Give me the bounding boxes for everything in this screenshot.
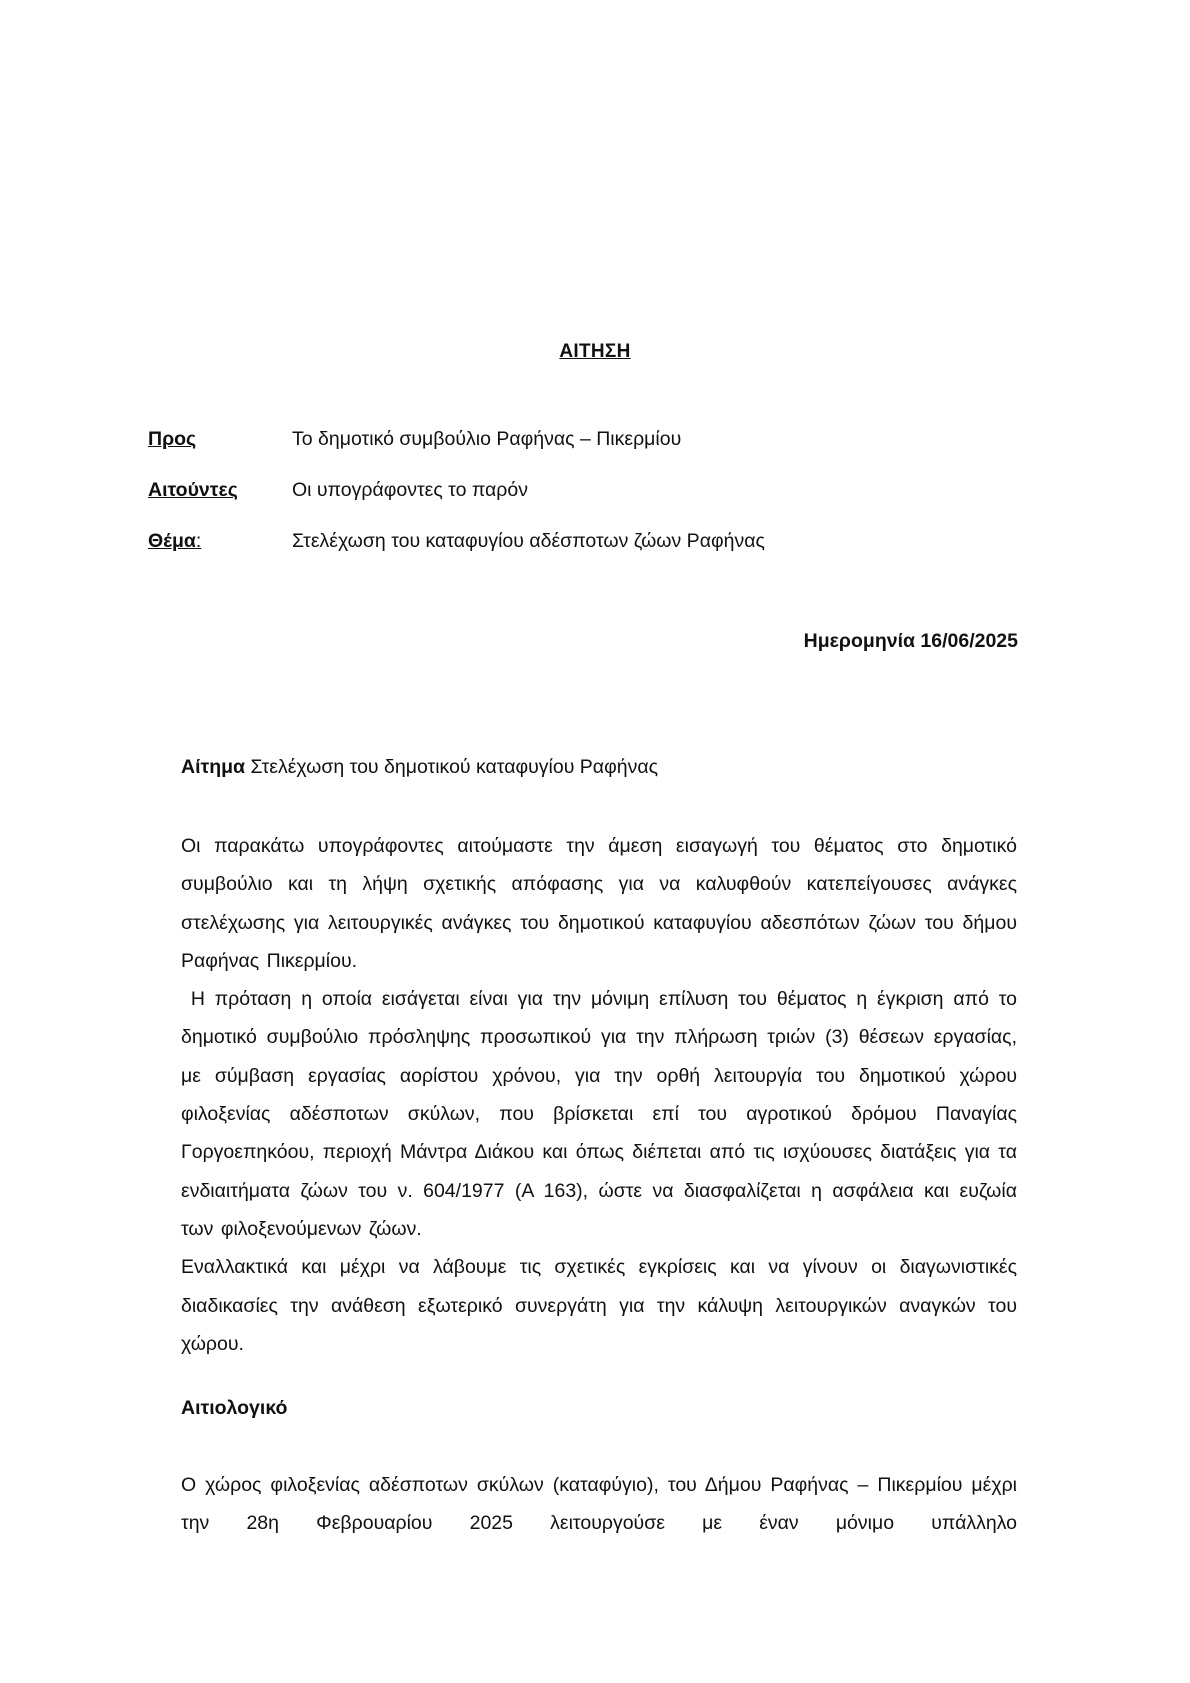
request-body [181,827,1025,1363]
document-title: ΑΙΤΗΣΗ [559,341,631,362]
field-label: Προς [148,428,197,450]
section-heading: Αιτιολογικό [181,1397,288,1419]
request-label: Αίτημα [181,756,246,778]
field-value: Το δημοτικό συμβούλιο Ραφήνας – Πικερμίου [292,428,682,450]
field-label: Θέμα: [148,530,202,552]
field-value: Στελέχωση του καταφυγίου αδέσποτων ζώων Ραφήνας [292,530,765,552]
field-value: Οι υπογράφοντες το παρόν [292,479,528,501]
request-text: Στελέχωση του δημοτικού καταφυγίου Ραφήνας [245,756,658,778]
request-line [181,756,658,779]
field-label: Αιτούντες [148,479,238,501]
paragraph: Οι παρακάτω υπογράφοντες αιτούμαστε την άμεση εισαγωγή του θέματος στο δημοτικό συμβούλιο και τη λήψη σχετικής απόφασης για να καλυφθούν κατεπείγουσες ανάγκες στελέχωσης για λειτουργικές ανάγκες του δημοτικού καταφυγίου αδεσπότων ζώων του δήμου Ραφήνας Πικερμίου. [181,835,1017,972]
paragraph: Ο χώρος φιλοξενίας αδέσποτων σκύλων (καταφύγιο), του Δήμου Ραφήνας – Πικερμίου μέχρι την 28η Φεβρουαρίου 2025 λειτουργούσε με έναν μόνιμο υπάλληλο [181,1474,1017,1535]
paragraph: Εναλλακτικά και μέχρι να λάβουμε τις σχετικές εγκρίσεις και να γίνουν οι διαγωνιστικές διαδικασίες την ανάθεση εξωτερικό συνεργάτη για την κάλυψη λειτουργικών αναγκών του χώρου. [181,1256,1017,1355]
justification-body [181,1466,1017,1543]
document-date: Ημερομηνία 16/06/2025 [803,630,1018,652]
paragraph: Η πρόταση η οποία εισάγεται είναι για την μόνιμη επίλυση του θέματος η έγκριση από το δημοτικό συμβούλιο πρόσληψης προσωπικού για την πλήρωση τριών (3) θέσεων εργασίας, με σύμβαση εργασίας αορίστου χρόνου, για την ορθή λειτουργία του δημοτικού χώρου φιλοξενίας αδέσποτων σκύλων, που βρίσκεται επί του αγροτικού δρόμου Παναγίας Γοργοεπηκόου, περιοχή Μάντρα Διάκου και όπως διέπεται από τις ισχύουσες διατάξεις για τα ενδιαιτήματα ζώων του ν. 604/1977 (Α 163), ώστε να διασφαλίζεται η ασφάλεια και ευζωία των φιλοξενούμενων ζώων. [181,988,1025,1240]
